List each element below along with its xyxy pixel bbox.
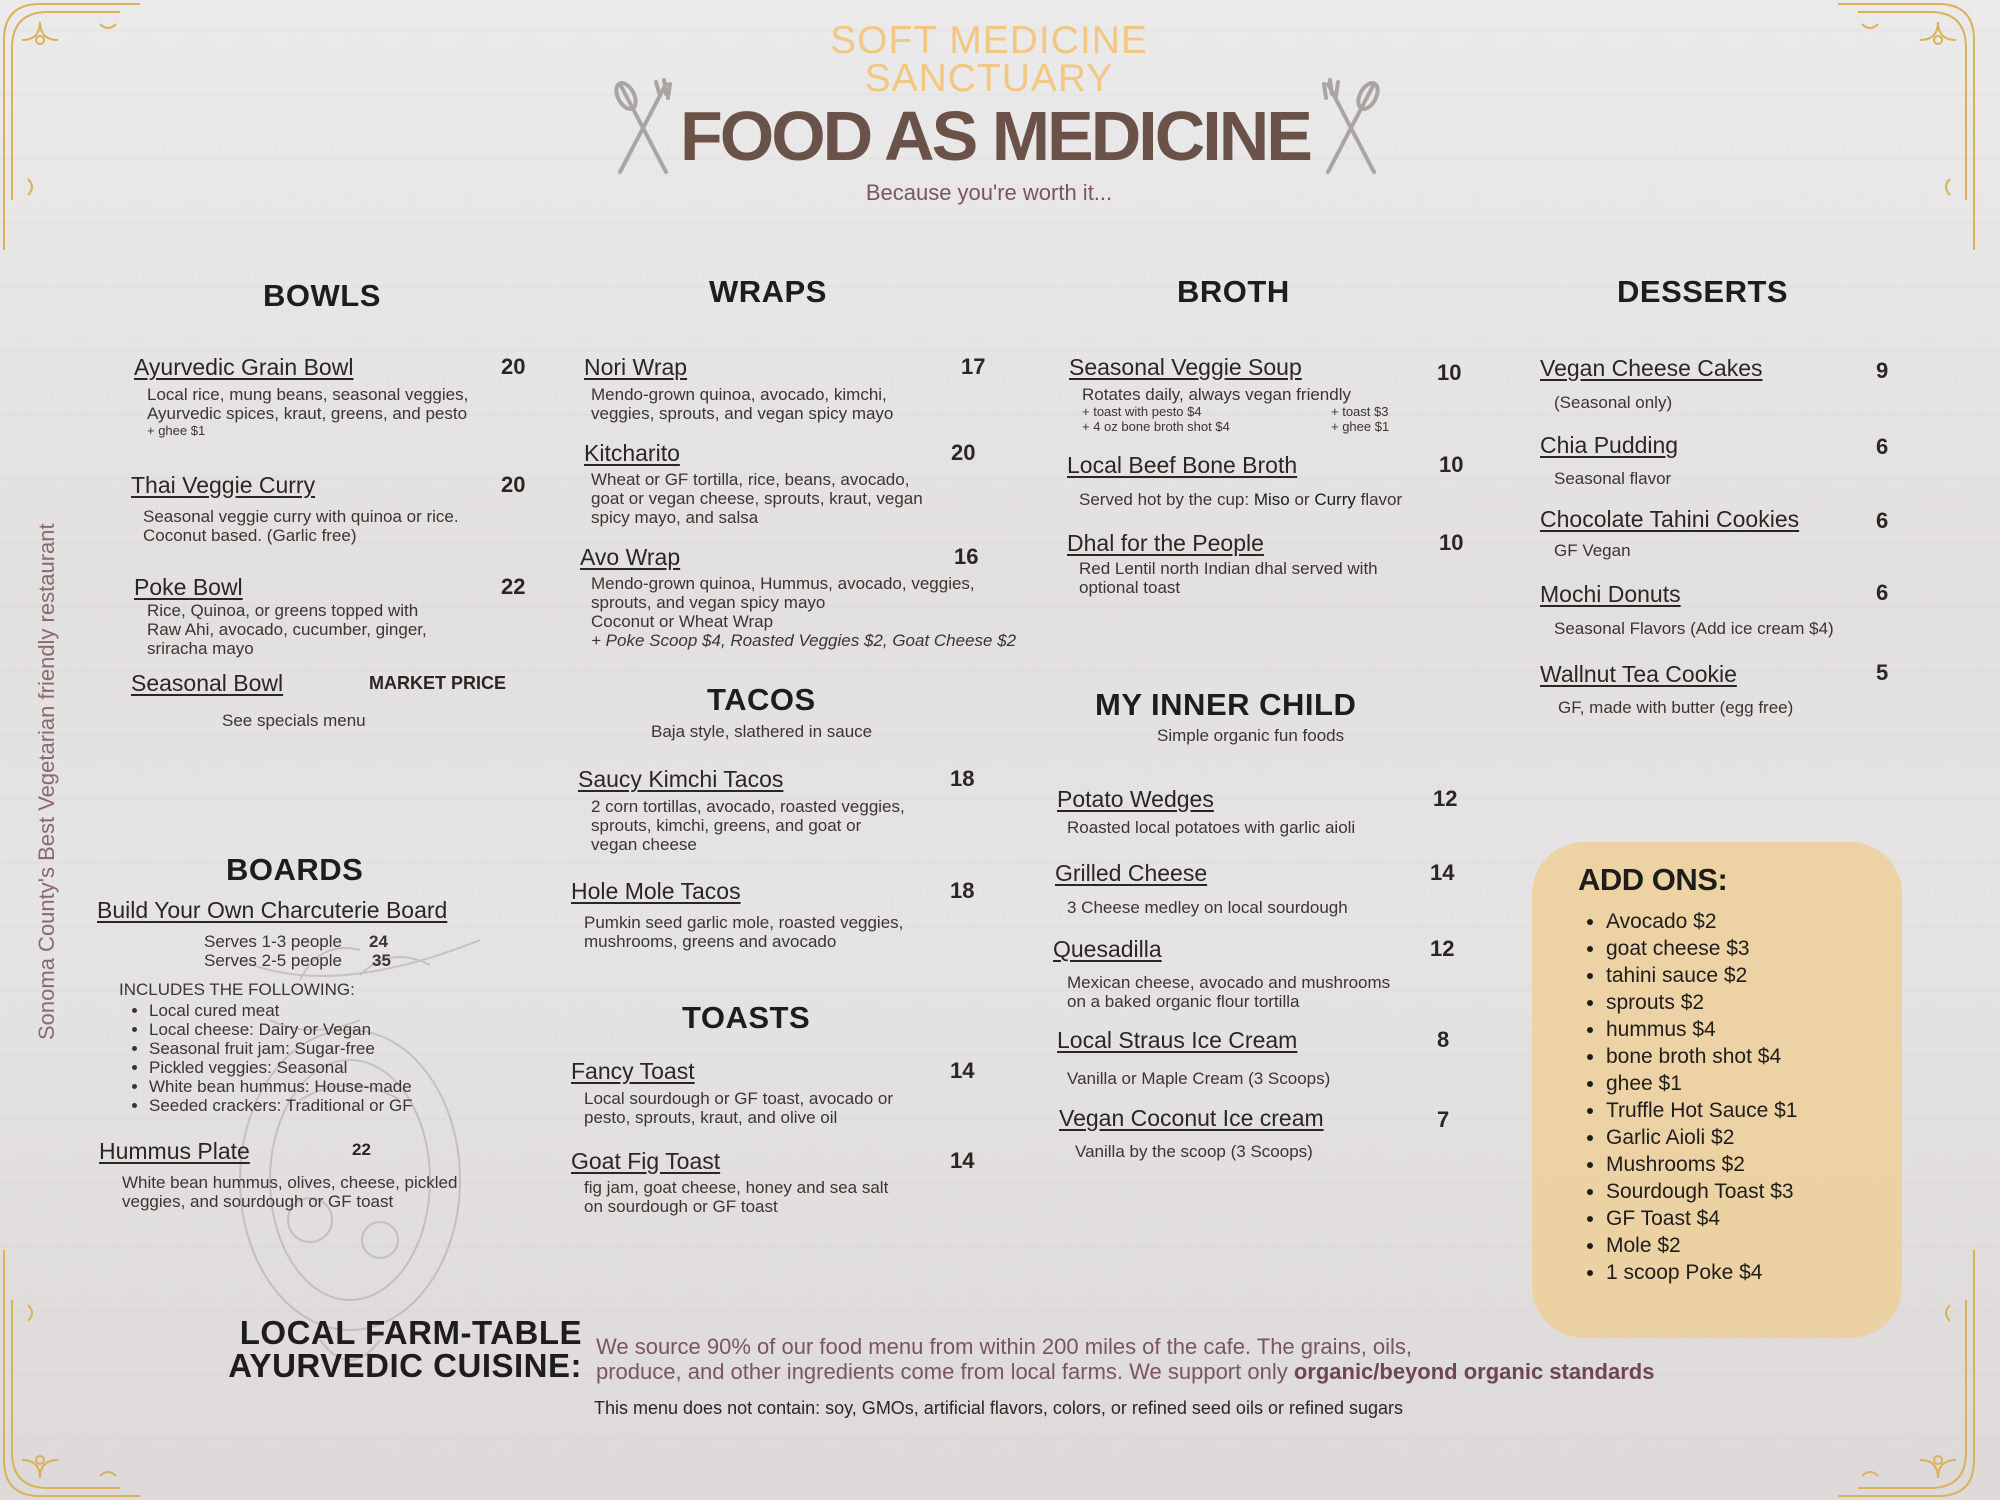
- menu-item-name: Nori Wrap: [584, 354, 688, 380]
- menu-item-price: 16: [954, 544, 979, 569]
- menu-item-note: + 4 oz bone broth shot $4: [1082, 419, 1230, 434]
- menu-item-desc: Vanilla or Maple Cream (3 Scoops): [1067, 1069, 1331, 1088]
- menu-item-price: MARKET PRICE: [369, 673, 507, 693]
- menu-item-name: Thai Veggie Curry: [131, 472, 316, 498]
- fork-knife-icon: [608, 78, 678, 178]
- section-subtitle: Baja style, slathered in sauce: [651, 722, 873, 741]
- menu-item-note: + toast with pesto $4: [1082, 404, 1202, 419]
- menu-item-price: 10: [1437, 360, 1462, 385]
- menu-item-desc: Mexican cheese, avocado and mushrooms on a baked organic flour tortilla: [1067, 973, 1391, 1011]
- side-tagline: Sonoma County's Best Vegetarian friendly restaurant: [34, 523, 59, 1040]
- menu-item-desc: Seasonal Flavors (Add ice cream $4): [1554, 619, 1834, 638]
- menu-item-note: + ghee $1: [1331, 419, 1390, 434]
- bowls-heading: BOWLS: [263, 278, 381, 313]
- list-item: • goat cheese $3: [1606, 935, 1797, 962]
- list-item: • GF Toast $4: [1606, 1205, 1797, 1232]
- menu-item-price: 9: [1876, 358, 1889, 383]
- menu-item-desc: Served hot by the cup: Miso or Curry flavor: [1079, 490, 1403, 509]
- menu-item-name: Seasonal Bowl: [131, 670, 284, 696]
- menu-item-name: Poke Bowl: [134, 574, 243, 600]
- list-item: • Truffle Hot Sauce $1: [1606, 1097, 1797, 1124]
- list-item: • Local cured meat: [149, 1001, 413, 1020]
- includes-list: [127, 1001, 413, 1115]
- menu-item-name: Saucy Kimchi Tacos: [578, 766, 784, 792]
- menu-item-price: 7: [1437, 1107, 1450, 1132]
- menu-item-price: 5: [1876, 660, 1889, 685]
- menu-item-desc: GF Vegan: [1554, 541, 1631, 560]
- menu-item-price: 12: [1433, 786, 1458, 811]
- menu-item-name: Local Beef Bone Broth: [1067, 452, 1298, 478]
- menu-item-desc: Seasonal veggie curry with quinoa or rice. Coconut based. (Garlic free): [143, 507, 459, 545]
- list-item: • Local cheese: Dairy or Vegan: [149, 1020, 413, 1039]
- menu-item-desc: Local sourdough or GF toast, avocado or pesto, sprouts, kraut, and olive oil: [584, 1089, 894, 1127]
- menu-item-price: 20: [501, 472, 526, 497]
- menu-item-name: Chocolate Tahini Cookies: [1540, 506, 1800, 532]
- menu-item-desc: Pumkin seed garlic mole, roasted veggies, mushrooms, greens and avocado: [584, 913, 904, 951]
- menu-item-name: Goat Fig Toast: [571, 1148, 721, 1174]
- menu-item-desc: (Seasonal only): [1554, 393, 1673, 412]
- menu-item-price: 14: [950, 1148, 975, 1173]
- menu-item-desc: Seasonal flavor: [1554, 469, 1672, 488]
- toasts-heading: TOASTS: [682, 1000, 811, 1035]
- menu-item-price: 10: [1439, 452, 1464, 477]
- menu-item-price: 18: [950, 766, 975, 791]
- list-item: • Garlic Aioli $2: [1606, 1124, 1797, 1151]
- list-item: • tahini sauce $2: [1606, 962, 1797, 989]
- menu-item-name: Dhal for the People: [1067, 530, 1264, 556]
- ingredients-disclaimer: This menu does not contain: soy, GMOs, artificial flavors, colors, or refined seed oils or refined sugars: [594, 1398, 1404, 1418]
- menu-item-note: + ghee $1: [147, 423, 206, 438]
- menu-item-desc: Rotates daily, always vegan friendly: [1082, 385, 1351, 404]
- menu-item-name: Seasonal Veggie Soup: [1069, 354, 1302, 380]
- list-item: • White bean hummus: House-made: [149, 1077, 413, 1096]
- menu-item-name: Grilled Cheese: [1055, 860, 1208, 886]
- list-item: • Seasonal fruit jam: Sugar-free: [149, 1039, 413, 1058]
- menu-item-price: 12: [1430, 936, 1455, 961]
- menu-item-name: Quesadilla: [1053, 936, 1162, 962]
- menu-item-desc: fig jam, goat cheese, honey and sea salt on sourdough or GF toast: [584, 1178, 889, 1216]
- menu-item-desc: White bean hummus, olives, cheese, pickled veggies, and sourdough or GF toast: [122, 1173, 458, 1211]
- serves-label: Serves 2-5 people: [204, 951, 342, 970]
- section-subtitle: Simple organic fun foods: [1157, 726, 1345, 745]
- boards-heading: BOARDS: [226, 852, 364, 887]
- menu-item-desc: Wheat or GF tortilla, rice, beans, avocado, goat or vegan cheese, sprouts, kraut, vegan spicy mayo, and salsa: [591, 470, 923, 527]
- list-item: • bone broth shot $4: [1606, 1043, 1797, 1070]
- list-item: • Pickled veggies: Seasonal: [149, 1058, 413, 1077]
- menu-item-price: 17: [961, 354, 986, 379]
- menu-item-name: Vegan Cheese Cakes: [1540, 355, 1763, 381]
- menu-item-desc: Rice, Quinoa, or greens topped with Raw Ahi, avocado, cucumber, ginger, sriracha mayo: [147, 601, 427, 658]
- addons-heading: ADD ONS:: [1578, 862, 1728, 897]
- menu-item-price: 6: [1876, 508, 1889, 533]
- menu-item-name: Fancy Toast: [571, 1058, 695, 1084]
- addons-list: [1586, 908, 1797, 1286]
- menu-item-note: + toast $3: [1331, 404, 1389, 419]
- menu-item-price: 22: [501, 574, 526, 599]
- menu-item-name: Wallnut Tea Cookie: [1540, 661, 1737, 687]
- list-item: • Sourdough Toast $3: [1606, 1178, 1797, 1205]
- menu-item-price: 20: [951, 440, 976, 465]
- menu-item-name: Kitcharito: [584, 440, 680, 466]
- menu-item-name: Local Straus Ice Cream: [1057, 1027, 1298, 1053]
- fork-knife-icon: [1316, 78, 1386, 178]
- menu-item-price: 20: [501, 354, 526, 379]
- menu-item-price: 22: [352, 1140, 371, 1159]
- menu-item-price: 14: [950, 1058, 975, 1083]
- serves-label: Serves 1-3 people: [204, 932, 342, 951]
- menu-item-name: Chia Pudding: [1540, 432, 1679, 458]
- menu-item-price: 6: [1876, 434, 1889, 459]
- menu-item-desc: 3 Cheese medley on local sourdough: [1067, 898, 1348, 917]
- menu-item-name: Avo Wrap: [580, 544, 681, 570]
- menu-item-name: Mochi Donuts: [1540, 581, 1681, 607]
- list-item: • 1 scoop Poke $4: [1606, 1259, 1797, 1286]
- list-item: • Avocado $2: [1606, 908, 1797, 935]
- brand-name: SOFT MEDICINE SANCTUARY: [830, 19, 1148, 100]
- page-title: FOOD AS MEDICINE: [680, 97, 1310, 175]
- inner-child-heading: MY INNER CHILD: [1095, 687, 1357, 722]
- broth-heading: BROTH: [1177, 274, 1290, 309]
- menu-item-desc: GF, made with butter (egg free): [1558, 698, 1794, 717]
- menu-item-desc: 2 corn tortillas, avocado, roasted veggies, sprouts, kimchi, greens, and goat or vegan cheese: [591, 797, 905, 854]
- menu-item-price: 10: [1439, 530, 1464, 555]
- sourcing-statement: We source 90% of our food menu from within 200 miles of the cafe. The grains, oils, produce, and other ingredients come from local farms. We support only organic/beyond organic standards: [596, 1334, 1655, 1384]
- menu-item-desc: Mendo-grown quinoa, avocado, kimchi, veggies, sprouts, and vegan spicy mayo: [591, 385, 894, 423]
- list-item: • Mushrooms $2: [1606, 1151, 1797, 1178]
- list-item: • ghee $1: [1606, 1070, 1797, 1097]
- farm-table-heading: LOCAL FARM-TABLE AYURVEDIC CUISINE:: [228, 1314, 582, 1384]
- menu-item-name: Build Your Own Charcuterie Board: [97, 897, 448, 923]
- menu-item-desc: Roasted local potatoes with garlic aioli: [1067, 818, 1356, 837]
- menu-item-desc: Vanilla by the scoop (3 Scoops): [1075, 1142, 1313, 1161]
- menu-item-price: 18: [950, 878, 975, 903]
- tacos-heading: TACOS: [707, 682, 816, 717]
- tagline: Because you're worth it...: [865, 180, 1113, 205]
- wraps-heading: WRAPS: [709, 274, 827, 309]
- menu-item-name: Hummus Plate: [99, 1138, 250, 1164]
- menu-item-name: Vegan Coconut Ice cream: [1059, 1105, 1324, 1131]
- menu-item-name: Hole Mole Tacos: [571, 878, 741, 904]
- menu-item-name: Potato Wedges: [1057, 786, 1214, 812]
- menu-item-desc: See specials menu: [222, 711, 366, 730]
- menu-item-price: 14: [1430, 860, 1455, 885]
- includes-heading: INCLUDES THE FOLLOWING:: [119, 980, 355, 999]
- desserts-heading: DESSERTS: [1617, 274, 1789, 309]
- menu-item-name: Ayurvedic Grain Bowl: [134, 354, 354, 380]
- menu-item-desc: Local rice, mung beans, seasonal veggies, Ayurvedic spices, kraut, greens, and pesto: [147, 385, 469, 423]
- corner-ornament-bottom-left: [0, 1240, 150, 1500]
- menu-item-desc: Red Lentil north Indian dhal served with optional toast: [1079, 559, 1378, 597]
- list-item: • Mole $2: [1606, 1232, 1797, 1259]
- serves-price: 24: [369, 932, 388, 951]
- list-item: • hummus $4: [1606, 1016, 1797, 1043]
- list-item: • sprouts $2: [1606, 989, 1797, 1016]
- list-item: • Seeded crackers: Traditional or GF: [149, 1096, 413, 1115]
- menu-item-price: 8: [1437, 1027, 1450, 1052]
- menu-item-price: 6: [1876, 580, 1889, 605]
- serves-price: 35: [372, 951, 391, 970]
- menu-item-desc: Mendo-grown quinoa, Hummus, avocado, veggies, sprouts, and vegan spicy mayo Coconut or Wheat Wrap + Poke Scoop $4, Roasted Veggies $2, Goat Cheese $2: [591, 574, 1017, 650]
